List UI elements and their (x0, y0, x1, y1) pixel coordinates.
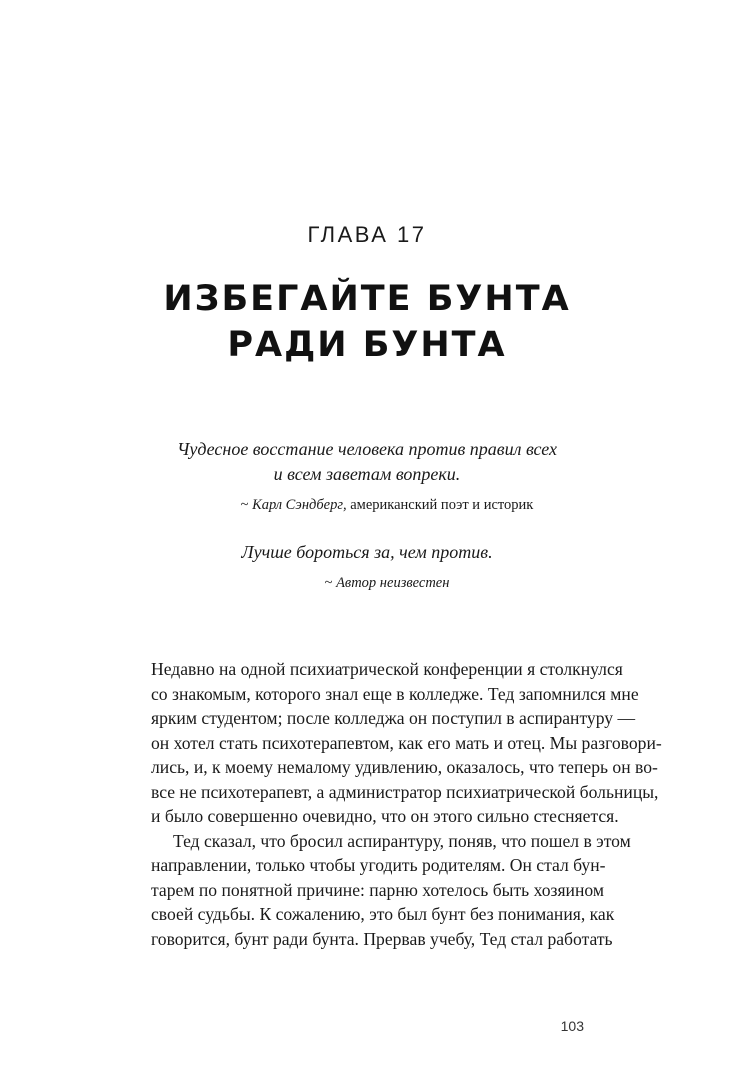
epigraph-quote-line: и всем заветам вопреки. (273, 464, 461, 484)
page-number: 103 (560, 1018, 584, 1034)
attribution-tilde: ~ (240, 497, 253, 513)
text-line: тарем по понятной причине: парню хотелось быть хозяином (151, 879, 604, 900)
text-line: со знакомым, которого знал еще в колледже. Тед запомнился мне (151, 683, 639, 704)
epigraph-author-note: американский поэт и историк (346, 497, 534, 513)
epigraph-quote-line: Чудесное восстание человека против правил всех (176, 439, 558, 459)
text-line: он хотел стать психотерапевтом, как его мать и отец. Мы разговори- (151, 732, 662, 753)
epigraph-author: Карл Сэндберг, (252, 497, 347, 513)
chapter-label: ГЛАВА 17 (307, 222, 427, 247)
text-line: все не психотерапевт, а администратор психиатрической больницы, (151, 781, 659, 802)
text-line: Тед сказал, что бросил аспирантуру, поняв, что пошел в этом (173, 830, 631, 851)
epigraph-quote (0, 540, 734, 565)
text-line: Недавно на одной психиатрической конференции я столкнулся (151, 659, 623, 679)
chapter-title-line: РАДИ БУНТА (227, 325, 507, 365)
text-line: говорится, бунт ради бунта. Прервав учебу, Тед стал работать (151, 928, 613, 949)
epigraph-quote (0, 437, 734, 487)
text-line: своей судьбы. К сожалению, это был бунт без понимания, как (151, 904, 615, 924)
chapter-title (0, 276, 734, 368)
epigraph-quote-line: Лучше бороться за, чем против. (241, 542, 493, 562)
text-line: лись, и, к моему немалому удивлению, оказалось, что теперь он во- (151, 757, 658, 777)
text-line: направлении, только чтобы угодить родителям. Он стал бун- (151, 855, 606, 875)
epigraph-attribution (0, 573, 734, 593)
text-line: и было совершенно очевидно, что он этого сильно стесняется. (151, 806, 619, 826)
epigraph-attribution (0, 495, 734, 515)
text-line: ярким студентом; после колледжа он поступил в аспирантуру — (151, 708, 636, 728)
chapter-title-line: ИЗБЕГАЙТЕ БУНТА (163, 279, 571, 319)
body-text (151, 657, 662, 951)
epigraph (0, 540, 734, 593)
epigraph-author: Автор неизвестен (336, 575, 450, 591)
paragraph (151, 829, 631, 952)
epigraph (0, 437, 734, 515)
paragraph (151, 657, 662, 829)
attribution-tilde: ~ (324, 575, 337, 591)
